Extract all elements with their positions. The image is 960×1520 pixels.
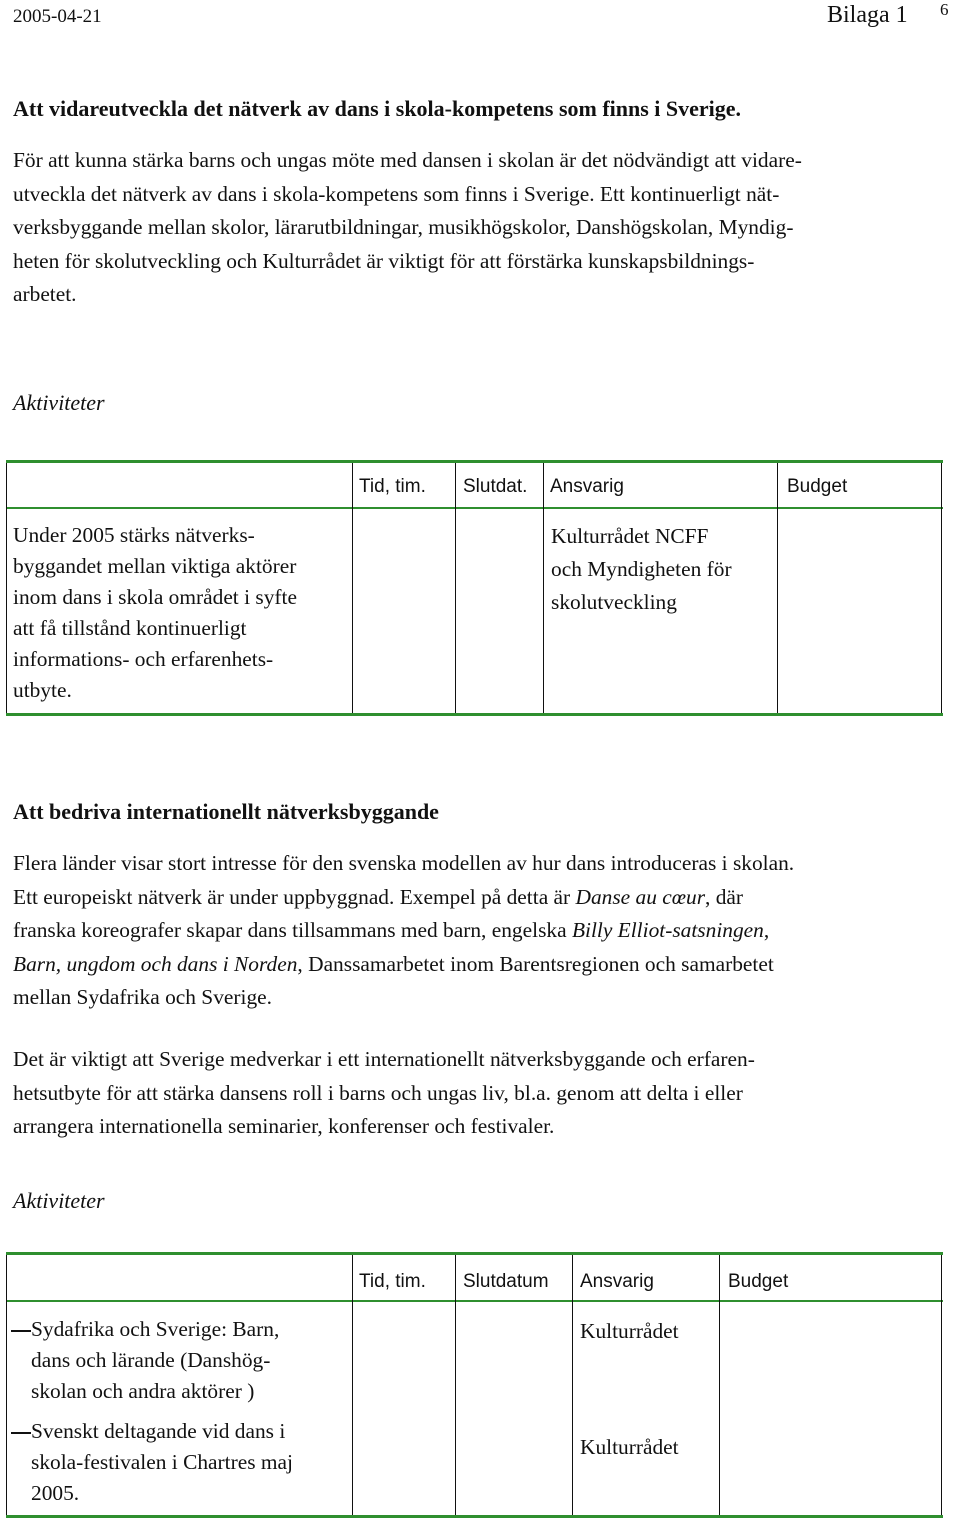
column-header-time: Tid, tim. (359, 1271, 426, 1292)
page-number: 6 (940, 0, 949, 19)
table-bottom-rule (6, 1515, 943, 1518)
table-border-left (6, 463, 7, 713)
description-line: byggandet mellan viktiga aktörer (13, 554, 297, 578)
text-run: , (763, 918, 770, 942)
column-header-budget: Budget (728, 1271, 789, 1292)
responsible-line: Kulturrådet NCFF (551, 524, 709, 548)
item-line: dans och lärande (Danshög- (31, 1348, 271, 1372)
dash-bullet-icon (11, 1432, 31, 1434)
section-heading-network: Att vidareutveckla det nätverk av dans i skola-kompetens som finns i Sverige. (13, 96, 742, 121)
item-line: skolan och andra aktörer ) (31, 1379, 255, 1403)
table-col-divider (352, 463, 353, 713)
activities-label: Aktiviteter (13, 1188, 105, 1213)
column-header-responsible: Ansvarig (580, 1271, 654, 1292)
item-responsible: Kulturrådet (580, 1435, 679, 1459)
activity-responsible (551, 520, 775, 619)
text-run: , Danssamarbetet inom Barentsregionen och samarbetet (297, 951, 774, 976)
table-col-divider (352, 1255, 353, 1515)
document-date: 2005-04-21 (13, 6, 102, 27)
section-heading-international: Att bedriva internationellt nätverksbyggande (13, 799, 439, 824)
list-item (31, 1314, 349, 1407)
paragraph-line: arrangera internationella seminarier, konferenser och festivaler. (13, 1114, 555, 1138)
table-col-divider (777, 463, 778, 713)
description-line: inom dans i skola området i syfte (13, 585, 297, 609)
description-line: Under 2005 stärks nätverks- (13, 523, 255, 547)
table-col-divider (455, 463, 456, 713)
table-header-rule (6, 1300, 943, 1302)
paragraph-line: hetsutbyte för att stärka dansens roll i barns och ungas liv, bl.a. genom att delta i eller (13, 1080, 743, 1105)
section-paragraph-international-1 (13, 847, 948, 1015)
paragraph-line: mellan Sydafrika och Sverige. (13, 985, 272, 1009)
column-header-responsible: Ansvarig (550, 476, 624, 497)
table-top-rule (6, 460, 943, 463)
list-item (31, 1416, 349, 1509)
paragraph-line (13, 881, 948, 915)
table-col-divider (543, 463, 544, 713)
paragraph-line (13, 948, 948, 982)
text-run: Ett europeiskt nätverk är under uppbyggnad. Exempel på detta är (13, 884, 576, 909)
column-header-end-date: Slutdatum (463, 1271, 549, 1292)
paragraph-line (13, 914, 948, 948)
description-line: informations- och erfarenhets- (13, 647, 274, 671)
table-border-right (941, 1255, 942, 1515)
text-run: , där (705, 884, 744, 909)
item-line: 2005. (31, 1481, 80, 1505)
activity-description (13, 520, 349, 706)
paragraph-line: Flera länder visar stort intresse för den svenska modellen av hur dans introduceras i skolan. (13, 851, 795, 875)
paragraph-line: utveckla det nätverk av dans i skola-kompetens som finns i Sverige. Ett kontinuerligt nät- (13, 181, 780, 206)
description-line: att få tillstånd kontinuerligt (13, 616, 247, 640)
description-line: utbyte. (13, 678, 72, 702)
table-col-divider (455, 1255, 456, 1515)
activities-label: Aktiviteter (13, 390, 105, 415)
table-col-divider (719, 1255, 720, 1515)
item-responsible: Kulturrådet (580, 1319, 679, 1343)
table-border-left (6, 1255, 7, 1515)
table-border-right (941, 463, 942, 713)
paragraph-line: För att kunna stärka barns och ungas möte med dansen i skolan är det nödvändigt att vidare- (13, 148, 802, 172)
responsible-line: skolutveckling (551, 590, 677, 614)
column-header-time: Tid, tim. (359, 476, 426, 497)
column-header-end-date: Slutdat. (463, 476, 528, 497)
table-bottom-rule (6, 713, 943, 716)
item-line: skola-festivalen i Chartres maj (31, 1450, 293, 1474)
text-run: franska koreografer skapar dans tillsammans med barn, engelska (13, 918, 572, 942)
item-line: Sydafrika och Sverige: Barn, (31, 1317, 280, 1341)
table-top-rule (6, 1252, 943, 1255)
paragraph-line: Det är viktigt att Sverige medverkar i ett internationellt nätverksbyggande och erfaren- (13, 1047, 755, 1071)
item-line: Svenskt deltagande vid dans i (31, 1419, 286, 1443)
appendix-label: Bilaga 1 (827, 2, 908, 28)
responsible-line: och Myndigheten för (551, 557, 732, 581)
column-header-budget: Budget (787, 476, 848, 497)
section-paragraph-international-2 (13, 1043, 948, 1144)
table-col-divider (572, 1255, 573, 1515)
dash-bullet-icon (11, 1330, 31, 1332)
paragraph-line: heten för skolutveckling och Kulturrådet är viktigt för att förstärka kunskapsbildnings- (13, 248, 755, 273)
paragraph-line: verksbyggande mellan skolor, lärarutbildningar, musikhögskolor, Danshögskolan, Myndig- (13, 215, 794, 239)
section-paragraph-network (13, 144, 948, 312)
table-header-rule (6, 507, 943, 509)
italic-run: Danse au cœur (575, 884, 706, 909)
paragraph-line: arbetet. (13, 282, 77, 306)
italic-run: Billy Elliot-satsningen (571, 918, 764, 942)
italic-run: Barn, ungdom och dans i Norden (13, 951, 298, 976)
